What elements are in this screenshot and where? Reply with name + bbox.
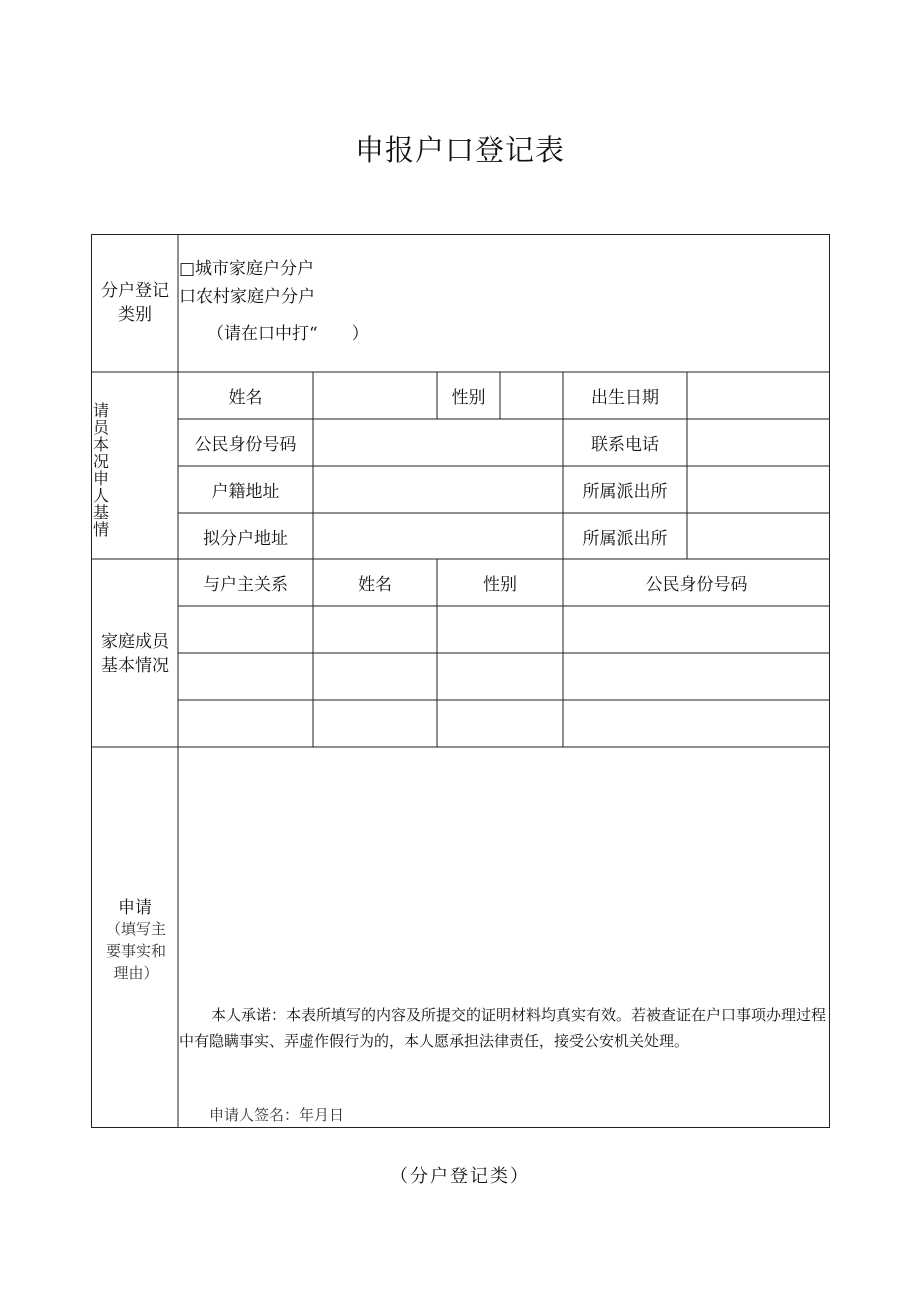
family-header-id-number: 公民身份号码 (645, 575, 748, 595)
category-label: 分户登记类别 (101, 281, 169, 325)
application-reason-field[interactable] (179, 748, 829, 988)
family-section-label: 家庭成员基本情况 (101, 632, 169, 676)
family-row[interactable] (178, 606, 830, 653)
application-note: （填写主要事实和理由） (105, 920, 166, 982)
id-number-field[interactable] (313, 419, 563, 466)
gender-field[interactable] (500, 372, 563, 419)
police-station-label: 所属派出所 (582, 482, 668, 502)
planned-address-field[interactable] (313, 513, 563, 559)
family-header-gender: 性别 (483, 575, 517, 595)
id-number-label: 公民身份号码 (194, 435, 297, 455)
police-station-field[interactable] (687, 466, 830, 513)
registration-form (91, 234, 830, 1128)
household-address-label: 户籍地址 (211, 482, 280, 502)
birth-date-label: 出生日期 (591, 388, 659, 408)
name-field[interactable] (313, 372, 437, 419)
form-title: 申报户口登记表 (354, 133, 565, 167)
applicant-signature: 申请人签名：年月日 (209, 1106, 345, 1124)
household-address-field[interactable] (313, 466, 563, 513)
option-urban-household[interactable]: □城市家庭户分户 (179, 259, 315, 279)
pledge-label: 本人承诺： (211, 1006, 287, 1024)
application-label: 申请 (118, 897, 152, 918)
gender-label: 性别 (451, 388, 486, 408)
family-row[interactable] (178, 653, 830, 700)
pledge-statement (179, 1002, 829, 1054)
option-rural-household[interactable]: 口农村家庭户分户 (179, 287, 315, 307)
planned-police-station-field[interactable] (687, 513, 830, 559)
phone-label: 联系电话 (591, 435, 659, 455)
form-footer: （分户登记类） (390, 1166, 530, 1187)
name-label: 姓名 (228, 388, 263, 408)
birth-date-field[interactable] (687, 372, 830, 419)
planned-police-station-label: 所属派出所 (582, 528, 668, 549)
applicant-section-label: 请员本况申人基情 (93, 401, 110, 539)
phone-field[interactable] (687, 419, 830, 466)
family-header-name: 姓名 (358, 575, 392, 595)
family-header-relation: 与户主关系 (203, 575, 288, 595)
pledge-text: 本表所填写的内容及所提交的证明材料均真实有效。若被查证在户口事项办理过程中有隐瞒事实、弄虚作假行为的，本人愿承担法律责任，接受公安机关处理。 (179, 1006, 827, 1050)
checkbox-hint: （请在口中打“ ） (207, 324, 369, 344)
family-row[interactable] (178, 700, 830, 747)
planned-address-label: 拟分户地址 (203, 528, 288, 549)
